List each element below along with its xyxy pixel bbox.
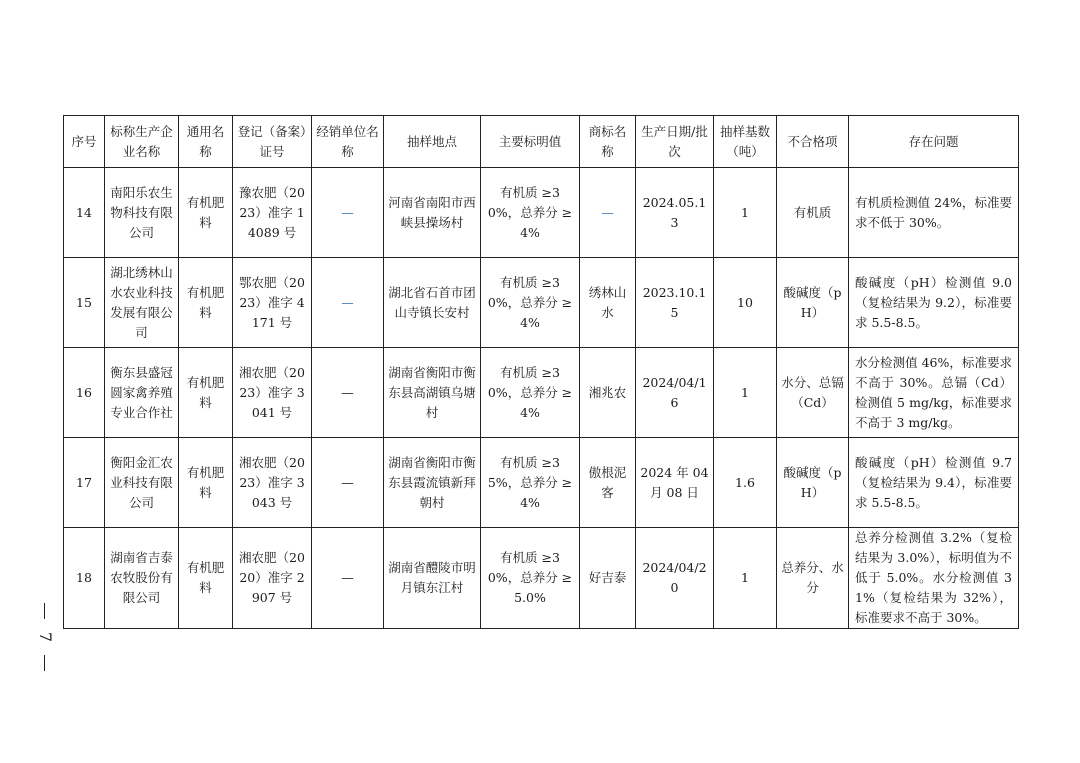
header-cell-date: 生产日期/批次 xyxy=(636,116,714,168)
cell-failed: 有机质 xyxy=(777,168,849,258)
cell-brand: 好吉泰 xyxy=(580,528,636,629)
cell-company: 湖北绣林山水农业科技发展有限公司 xyxy=(105,258,179,348)
cell-base: 10 xyxy=(714,258,777,348)
cell-registration: 湘农肥（2023）准字 3043 号 xyxy=(233,438,312,528)
cell-values: 有机质 ≥30%，总养分 ≥4% xyxy=(481,348,580,438)
header-cell-brand: 商标名称 xyxy=(580,116,636,168)
cell-registration: 湘农肥（2023）准字 3041 号 xyxy=(233,348,312,438)
header-cell-name: 通用名称 xyxy=(179,116,233,168)
cell-company: 衡东县盛冠圆家禽养殖专业合作社 xyxy=(105,348,179,438)
page-number-rule-bottom xyxy=(44,655,45,671)
header-cell-base: 抽样基数（吨） xyxy=(714,116,777,168)
cell-issue: 水分检测值 46%，标准要求不高于 30%。总镉（Cd）检测值 5 mg/kg，标准要求不高于 3 mg/kg。 xyxy=(849,348,1019,438)
header-cell-location: 抽样地点 xyxy=(384,116,481,168)
cell-brand: — xyxy=(580,168,636,258)
cell-dealer: — xyxy=(312,168,384,258)
cell-company: 衡阳金汇农业科技有限公司 xyxy=(105,438,179,528)
cell-dealer: — xyxy=(312,438,384,528)
cell-brand: 湘兆农 xyxy=(580,348,636,438)
cell-no: 16 xyxy=(64,348,105,438)
cell-brand: 傲根泥客 xyxy=(580,438,636,528)
header-cell-dealer: 经销单位名称 xyxy=(312,116,384,168)
cell-dealer: — xyxy=(312,528,384,629)
cell-base: 1 xyxy=(714,528,777,629)
cell-registration: 湘农肥（2020）准字 2907 号 xyxy=(233,528,312,629)
cell-location: 湖南省衡阳市衡东县高湖镇乌塘村 xyxy=(384,348,481,438)
cell-dealer: — xyxy=(312,258,384,348)
cell-issue: 有机质检测值 24%，标准要求不低于 30%。 xyxy=(849,168,1019,258)
cell-name: 有机肥料 xyxy=(179,438,233,528)
cell-date: 2024/04/16 xyxy=(636,348,714,438)
cell-name: 有机肥料 xyxy=(179,528,233,629)
cell-no: 15 xyxy=(64,258,105,348)
cell-base: 1.6 xyxy=(714,438,777,528)
cell-location: 湖南省衡阳市衡东县霞流镇新拜朝村 xyxy=(384,438,481,528)
cell-date: 2024 年 04 月 08 日 xyxy=(636,438,714,528)
cell-base: 1 xyxy=(714,348,777,438)
cell-values: 有机质 ≥30%，总养分 ≥4% xyxy=(481,168,580,258)
cell-issue: 总养分检测值 3.2%（复检结果为 3.0%），标明值为不低于 5.0%。水分检测值 31%（复检结果为 32%），标准要求不高于 30%。 xyxy=(849,528,1019,629)
cell-issue: 酸碱度（pH）检测值 9.7（复检结果为 9.4），标准要求 5.5-8.5。 xyxy=(849,438,1019,528)
cell-location: 河南省南阳市西峡县操场村 xyxy=(384,168,481,258)
table-row xyxy=(64,258,1019,348)
table-header-row xyxy=(64,116,1019,168)
cell-failed: 酸碱度（pH） xyxy=(777,258,849,348)
header-cell-no: 序号 xyxy=(64,116,105,168)
header-cell-company: 标称生产企业名称 xyxy=(105,116,179,168)
header-cell-issue: 存在问题 xyxy=(849,116,1019,168)
page-number-rule-top xyxy=(44,603,45,619)
cell-no: 14 xyxy=(64,168,105,258)
table-row xyxy=(64,438,1019,528)
cell-company: 湖南省吉泰农牧股份有限公司 xyxy=(105,528,179,629)
sampling-results-table xyxy=(63,115,1019,629)
cell-no: 17 xyxy=(64,438,105,528)
cell-name: 有机肥料 xyxy=(179,168,233,258)
header-cell-failed: 不合格项 xyxy=(777,116,849,168)
table-row xyxy=(64,348,1019,438)
cell-registration: 豫农肥（2023）准字 14089 号 xyxy=(233,168,312,258)
cell-values: 有机质 ≥30%，总养分 ≥4% xyxy=(481,258,580,348)
cell-name: 有机肥料 xyxy=(179,348,233,438)
cell-name: 有机肥料 xyxy=(179,258,233,348)
cell-date: 2024.05.13 xyxy=(636,168,714,258)
cell-location: 湖南省醴陵市明月镇东江村 xyxy=(384,528,481,629)
cell-failed: 总养分、水分 xyxy=(777,528,849,629)
page-number-marker xyxy=(30,603,60,673)
cell-date: 2023.10.15 xyxy=(636,258,714,348)
page-number: 7 xyxy=(36,631,55,643)
table-row xyxy=(64,528,1019,629)
cell-failed: 酸碱度（pH） xyxy=(777,438,849,528)
table-row xyxy=(64,168,1019,258)
cell-issue: 酸碱度（pH）检测值 9.0（复检结果为 9.2），标准要求 5.5-8.5。 xyxy=(849,258,1019,348)
header-cell-registration: 登记（备案）证号 xyxy=(233,116,312,168)
cell-values: 有机质 ≥30%，总养分 ≥5.0% xyxy=(481,528,580,629)
cell-registration: 鄂农肥（2023）准字 4171 号 xyxy=(233,258,312,348)
cell-values: 有机质 ≥35%，总养分 ≥4% xyxy=(481,438,580,528)
cell-base: 1 xyxy=(714,168,777,258)
cell-failed: 水分、总镉（Cd） xyxy=(777,348,849,438)
cell-company: 南阳乐农生物科技有限公司 xyxy=(105,168,179,258)
cell-location: 湖北省石首市团山寺镇长安村 xyxy=(384,258,481,348)
cell-date: 2024/04/20 xyxy=(636,528,714,629)
cell-no: 18 xyxy=(64,528,105,629)
cell-brand: 绣林山水 xyxy=(580,258,636,348)
cell-dealer: — xyxy=(312,348,384,438)
header-cell-values: 主要标明值 xyxy=(481,116,580,168)
